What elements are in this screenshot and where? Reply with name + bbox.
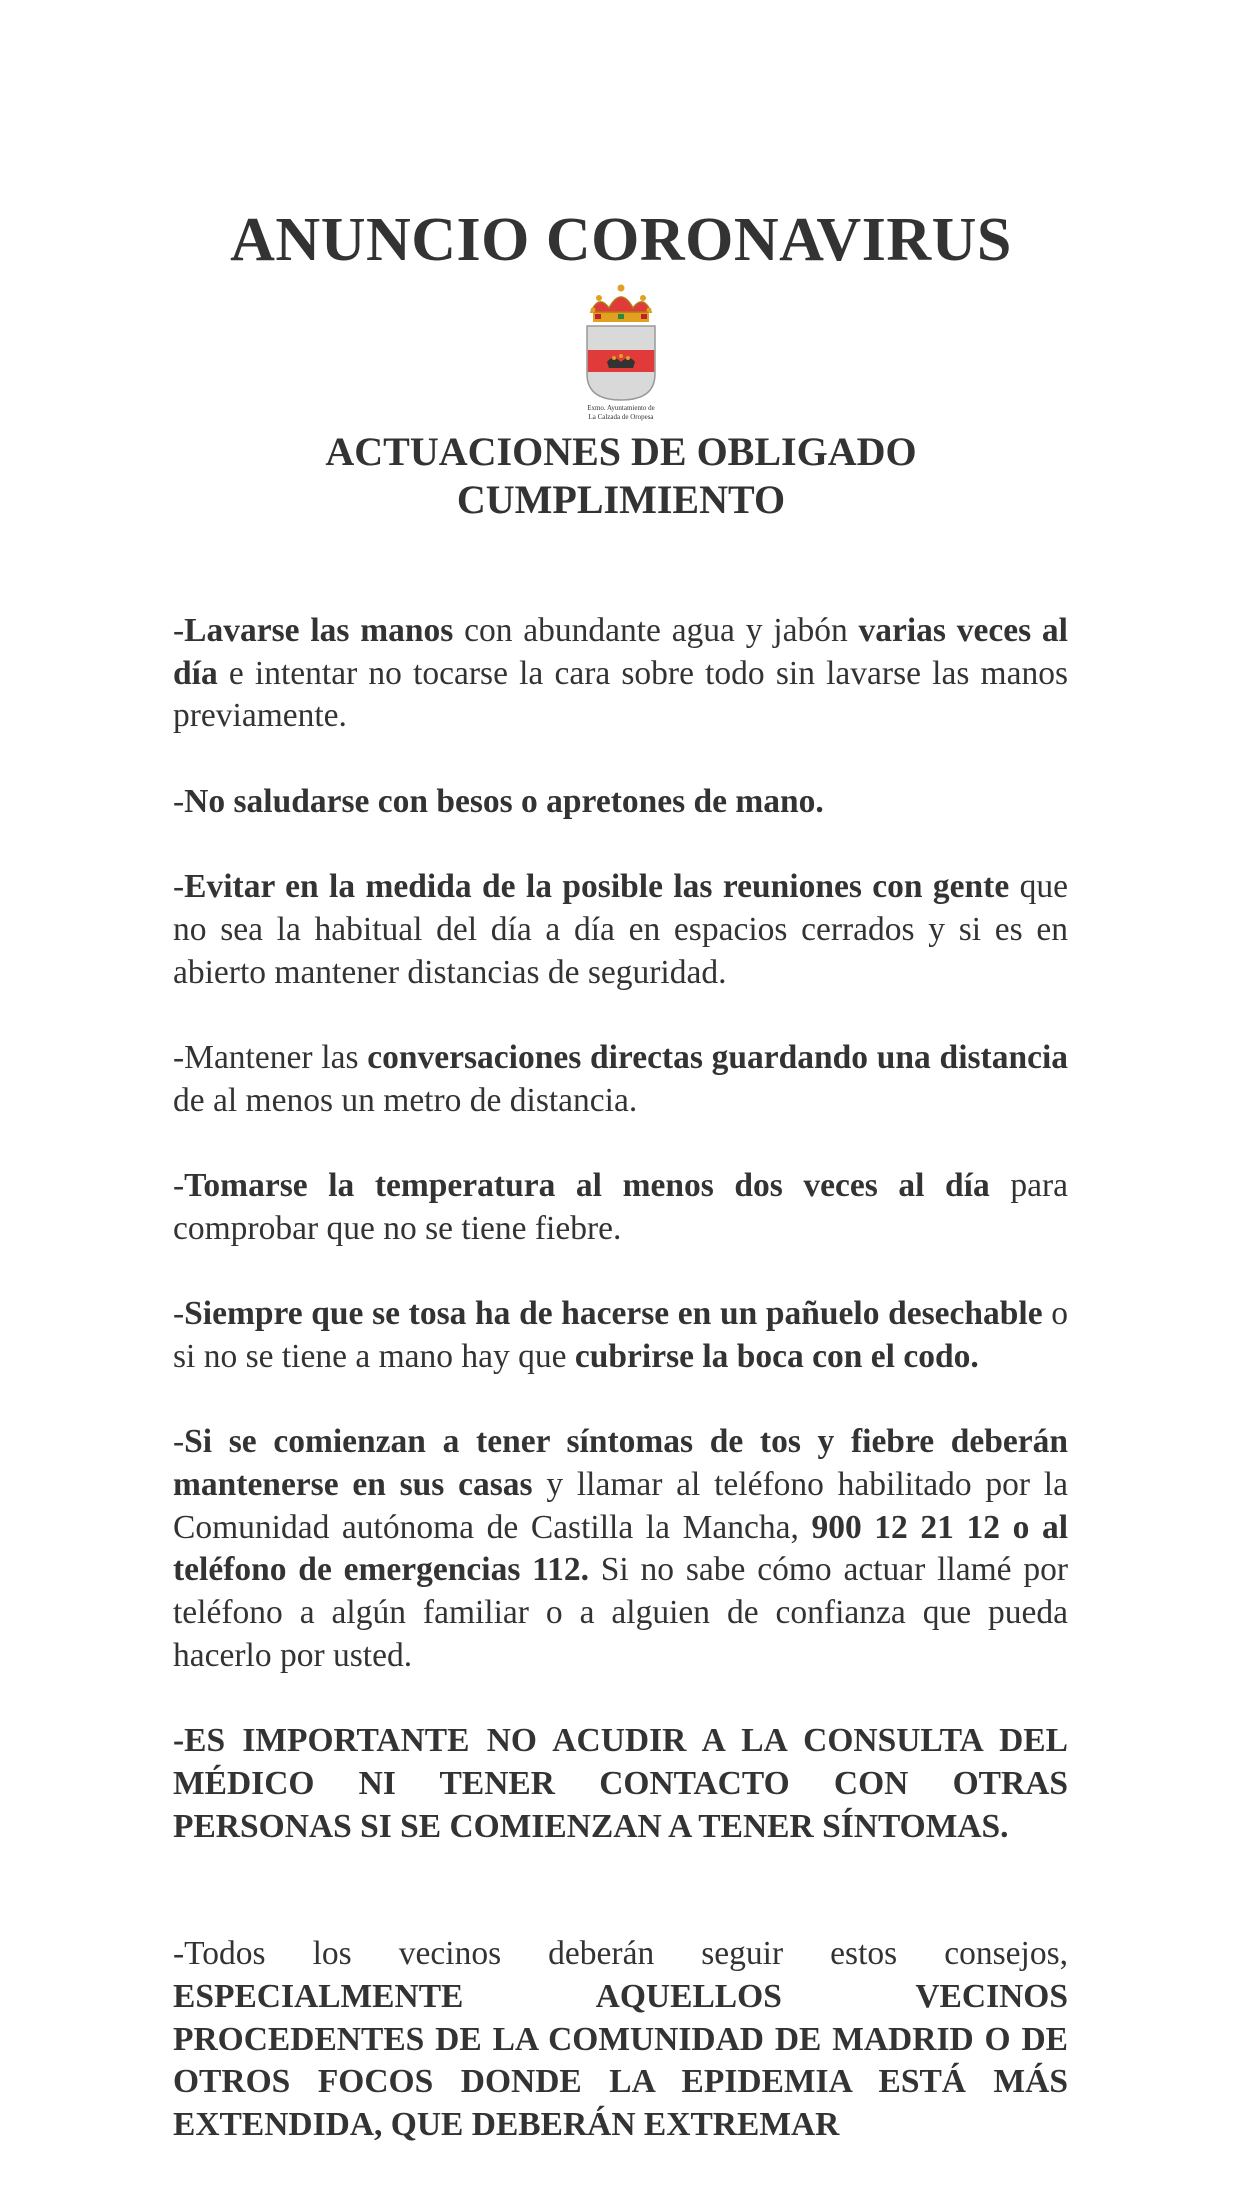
municipal-coat-of-arms <box>569 282 673 422</box>
body-text: de al menos un metro de distancia. <box>173 1081 638 1119</box>
paragraph-all-residents <box>173 1933 1068 2147</box>
crest-caption-line1: Exmo. Ayuntamiento de <box>587 404 655 412</box>
bold-text: ESPECIALMENTE AQUELLOS VECINOS PROCEDENTES DE LA COMUNIDAD DE MADRID O DE OTROS FOCOS DONDE LA EPIDEMIA ESTÁ MÁS EXTENDIDA, QUE DEBERÁN EXTREMAR <box>173 1977 1068 2144</box>
bold-text: varias veces al día <box>173 612 1068 692</box>
body-text: que no sea la habitual del día a día en espacios cerrados y si es en abierto mantener distancias de seguridad. <box>173 868 1069 991</box>
bold-text: Lavarse las manos <box>184 612 454 649</box>
bold-text: cubrirse la boca con el codo. <box>574 1337 979 1375</box>
phone-numbers: 900 12 21 12 o al teléfono de emergencias 112. <box>173 1508 1069 1589</box>
paragraph-dash: - <box>173 612 185 649</box>
body-text: -Mantener las <box>173 1038 368 1076</box>
body-text: con abundante agua y jabón <box>453 612 859 649</box>
body-text: e intentar no tocarse la cara sobre todo sin lavarse las manos previamente. <box>173 654 1068 735</box>
paragraph-avoid-meetings <box>173 866 1068 994</box>
bold-text: Siempre que se tosa ha de hacerse en un pañuelo desechable <box>184 1295 1043 1333</box>
body-text: Si no sabe cómo actuar llamé por teléfono a algún familiar o a alguien de confianza que pueda hacerlo por usted. <box>173 1551 1068 1674</box>
bold-text: Evitar en la medida de la posible las reuniones con gente <box>184 868 1010 906</box>
bold-text: Si se comienzan a tener síntomas de tos y fiebre deberán mantenerse en sus casas <box>173 1423 1068 1503</box>
paragraph-dash: - <box>173 868 185 906</box>
paragraph-dash: - <box>173 782 185 820</box>
paragraph-cough <box>173 1293 1068 1378</box>
paragraph-dash: - <box>173 1295 185 1333</box>
paragraph-no-greeting <box>173 781 1068 824</box>
paragraph-dash: - <box>173 1423 185 1461</box>
crest-caption-line2: La Calzada de Oropesa <box>588 413 654 421</box>
body-text: y llamar al teléfono habilitado por la Comunidad autónoma de Castilla la Mancha, <box>173 1465 1068 1546</box>
paragraph-hand-washing <box>173 610 1068 738</box>
bold-text: Tomarse la temperatura al menos dos veces al día <box>184 1167 990 1205</box>
paragraph-keep-distance <box>173 1037 1068 1122</box>
shield-icon <box>587 326 655 400</box>
paragraph-important-warning: -ES IMPORTANTE NO ACUDIR A LA CONSULTA DEL MÉDICO NI TENER CONTACTO CON OTRAS PERSONAS SI SE COMIENZAN A TENER SÍNTOMAS. <box>173 1722 1068 1845</box>
subtitle-line-1: ACTUACIONES DE OBLIGADO <box>325 429 917 474</box>
subtitle-line-2: CUMPLIMIENTO <box>456 477 786 522</box>
bold-text: No saludarse con besos o apretones de mano. <box>184 782 824 820</box>
paragraph-symptoms-stay-home <box>173 1421 1068 1677</box>
body-text: -Todos los vecinos deberán seguir estos consejos, <box>173 1935 1068 1973</box>
announcement-body <box>173 610 1068 2147</box>
body-text: o si no se tiene a mano hay que <box>173 1295 1069 1375</box>
body-text: para comprobar que no se tiene fiebre. <box>173 1167 1068 1247</box>
bold-text: conversaciones directas guardando una distancia <box>367 1038 1068 1076</box>
page-subtitle <box>0 428 1242 524</box>
page-title: ANUNCIO CORONAVIRUS <box>230 206 1012 274</box>
paragraph-temperature <box>173 1165 1068 1250</box>
paragraph-dash: - <box>173 1167 185 1205</box>
crown-icon <box>591 285 652 323</box>
